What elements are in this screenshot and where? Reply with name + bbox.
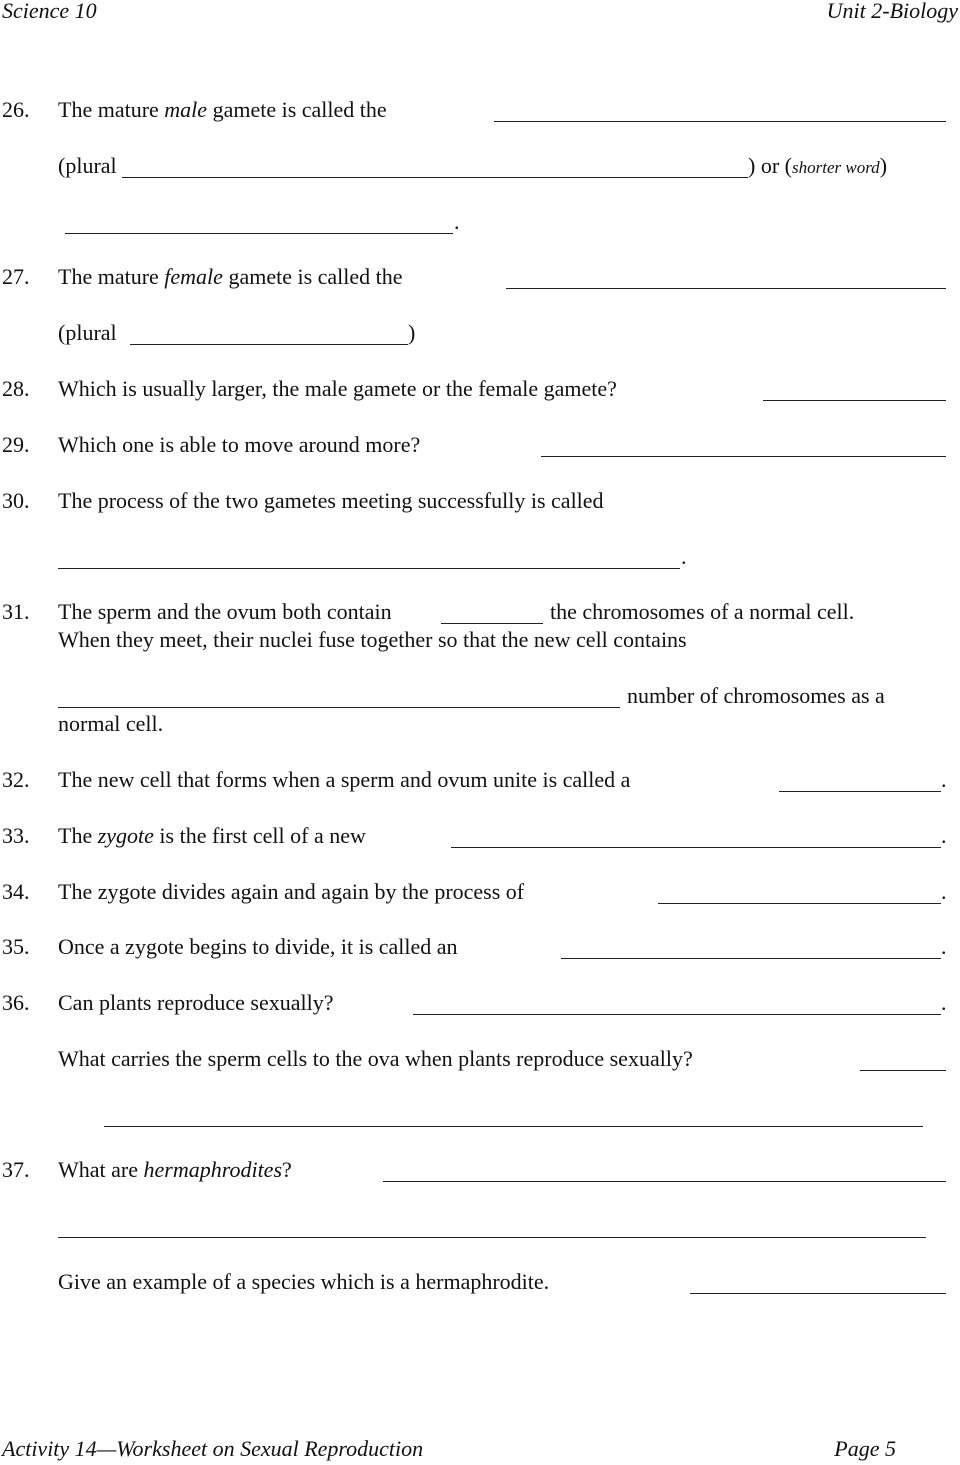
q31-number-answer-line[interactable] [58,707,620,708]
q29-answer-line[interactable] [541,456,946,457]
q31-fraction-answer-line[interactable] [441,623,543,624]
q27-text: The mature female gamete is called the [58,264,403,289]
q27-close: ) [408,320,416,345]
q35-answer-line[interactable] [561,958,941,959]
q32-answer-line[interactable] [779,791,941,792]
q32-number: 32. [2,767,30,792]
q33-number: 33. [2,823,30,848]
q26-period: . [454,209,460,234]
q30-answer-line[interactable] [58,568,680,569]
q36-sub-answer-line-2[interactable] [104,1126,923,1127]
q27-answer-line[interactable] [506,288,946,289]
q26-or-label: ) or (shorter word) [748,153,888,178]
q34-number: 34. [2,879,30,904]
q28-text: Which is usually larger, the male gamete or the female gamete? [58,376,617,401]
q36-number: 36. [2,990,30,1015]
q29-number: 29. [2,432,30,457]
q32-period: . [941,767,947,792]
q26-shorter-answer-line[interactable] [65,233,453,234]
q33-answer-line[interactable] [451,847,941,848]
q36-text: Can plants reproduce sexually? [58,990,334,1015]
q37-answer-line[interactable] [383,1181,946,1182]
q34-answer-line[interactable] [658,903,941,904]
q32-text: The new cell that forms when a sperm and ovum unite is called a [58,767,631,792]
q37-sub-text: Give an example of a species which is a hermaphrodite. [58,1269,550,1294]
q31-text-post: the chromosomes of a normal cell. [550,599,855,624]
q34-text: The zygote divides again and again by the process of [58,879,525,904]
q36-sub-text: What carries the sperm cells to the ova when plants reproduce sexually? [58,1046,693,1071]
q26-plural-label: (plural [58,153,117,178]
q37-number: 37. [2,1157,30,1182]
footer-right: Page 5 [834,1436,896,1461]
q36-sub-answer-line[interactable] [860,1070,946,1071]
footer-left: Activity 14—Worksheet on Sexual Reproduction [2,1436,424,1461]
q31-text-pre: The sperm and the ovum both contain [58,599,392,624]
q35-text: Once a zygote begins to divide, it is called an [58,934,458,959]
q37-text: What are hermaphrodites? [58,1157,292,1182]
q37-sub-answer-line[interactable] [690,1293,946,1294]
q29-text: Which one is able to move around more? [58,432,421,457]
q31-line4: normal cell. [58,711,164,736]
q36-answer-line[interactable] [413,1014,941,1015]
q33-text: The zygote is the first cell of a new [58,823,366,848]
q26-plural-answer-line[interactable] [122,177,748,178]
q26-number: 26. [2,97,30,122]
q37-answer-line-2[interactable] [58,1237,926,1238]
q33-period: . [941,823,947,848]
q31-number: 31. [2,599,30,624]
q28-answer-line[interactable] [763,400,946,401]
q34-period: . [941,879,947,904]
q27-plural-label: (plural [58,320,117,345]
q35-number: 35. [2,934,30,959]
q27-number: 27. [2,264,30,289]
q27-plural-answer-line[interactable] [130,344,408,345]
q36-period: . [941,990,947,1015]
q35-period: . [941,934,947,959]
q26-answer-line[interactable] [494,121,946,122]
q26-text: The mature male gamete is called the [58,97,387,122]
q30-number: 30. [2,488,30,513]
q31-line3: number of chromosomes as a [627,683,885,708]
header-right: Unit 2-Biology [826,0,958,23]
q30-text: The process of the two gametes meeting successfully is called [58,488,604,513]
q30-period: . [681,544,687,569]
q28-number: 28. [2,376,30,401]
header-left: Science 10 [2,0,97,23]
q31-line2: When they meet, their nuclei fuse together so that the new cell contains [58,627,687,652]
